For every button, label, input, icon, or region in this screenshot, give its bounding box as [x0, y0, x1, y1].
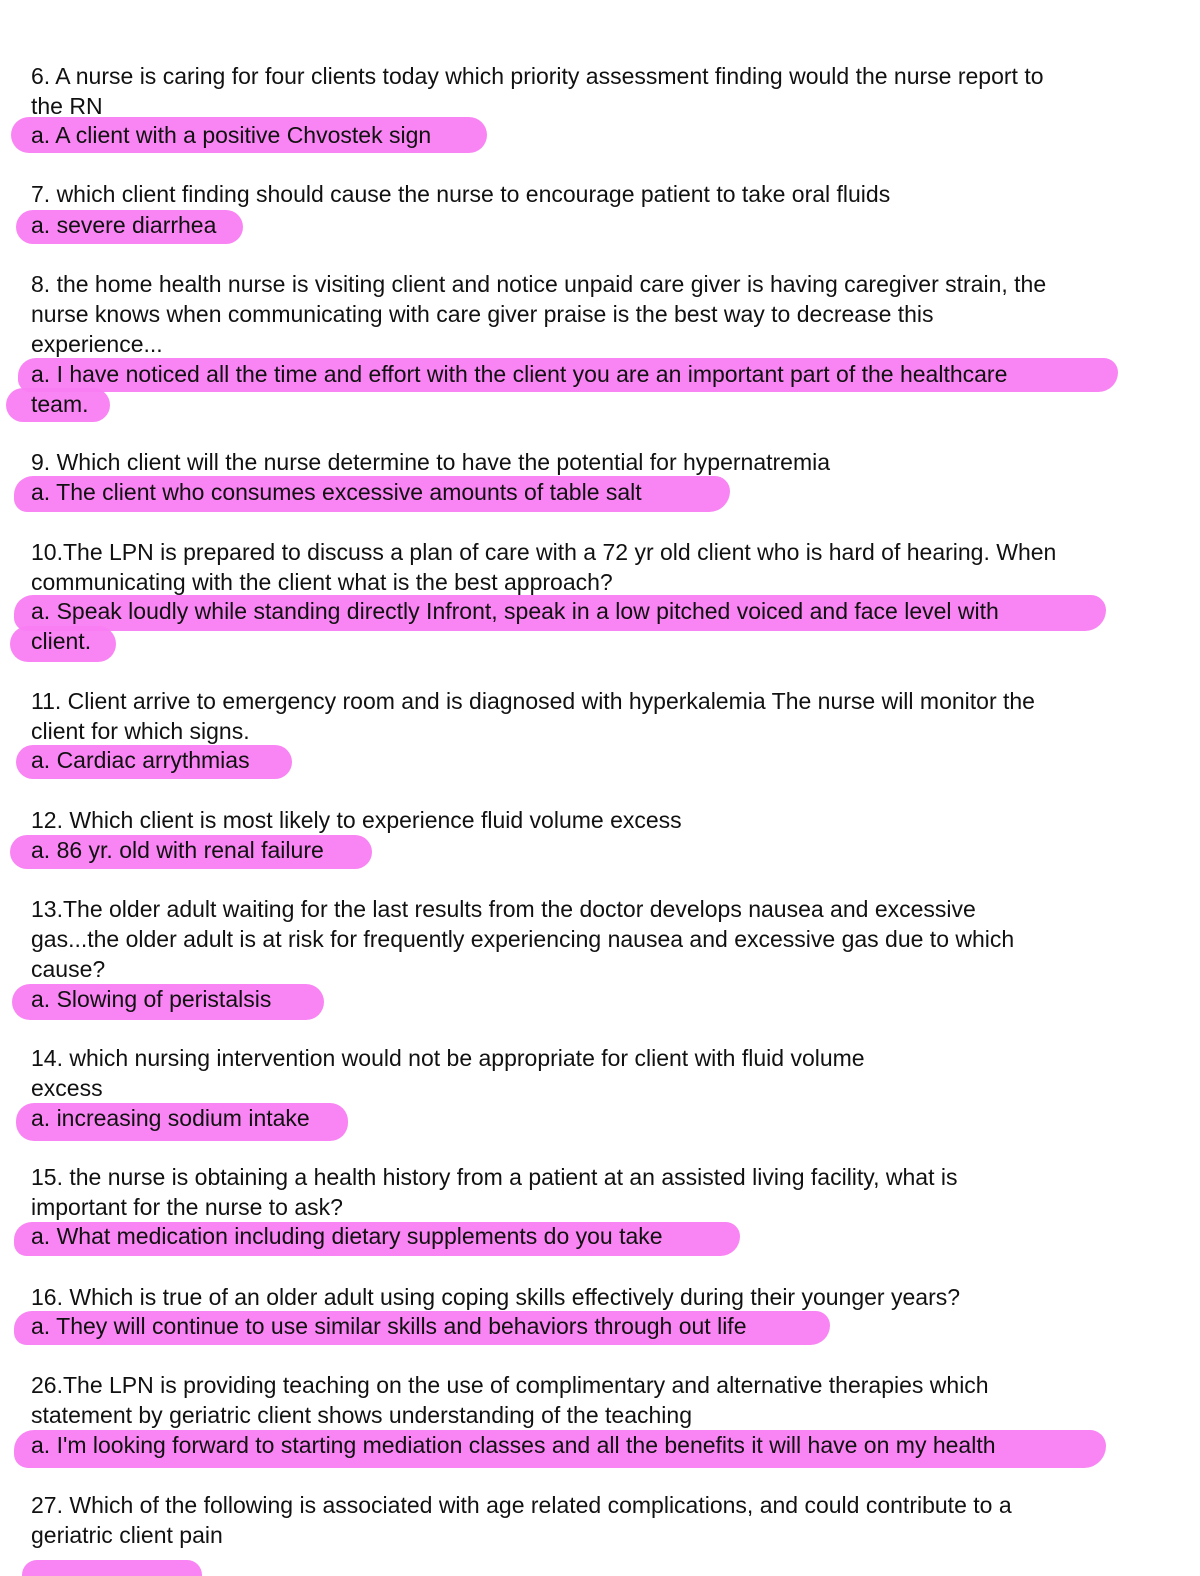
answer-text: a. A client with a positive Chvostek sign: [31, 122, 432, 148]
answer-text: a. Speak loudly while standing directly Infront, speak in a low pitched voiced and face level with client.: [31, 598, 999, 654]
question-text: 11. Client arrive to emergency room and is diagnosed with hyperkalemia The nurse will monitor the client for which signs.: [31, 688, 1035, 744]
question-text: 7. which client finding should cause the nurse to encourage patient to take oral fluids: [31, 181, 891, 207]
question-text: 26.The LPN is providing teaching on the use of complimentary and alternative therapies which statement by geriatric client shows understanding of the teaching: [31, 1372, 989, 1428]
question-text: 13.The older adult waiting for the last results from the doctor develops nausea and excessive gas...the older adult is at risk for frequently experiencing nausea and excessive gas due to which cause?: [31, 896, 1015, 982]
question-text: 10.The LPN is prepared to discuss a plan of care with a 72 yr old client who is hard of hearing. When communicating with the client what is the best approach?: [31, 539, 1057, 595]
question-text: 12. Which client is most likely to experience fluid volume excess: [31, 807, 682, 833]
answer-text: a. severe diarrhea: [31, 212, 217, 238]
answer-text: a. What medication including dietary supplements do you take: [31, 1223, 663, 1249]
question-text: 9. Which client will the nurse determine to have the potential for hypernatremia: [31, 449, 831, 475]
question-text: 6. A nurse is caring for four clients today which priority assessment finding would the nurse report to the RN: [31, 63, 1044, 119]
answer-text: a. increasing sodium intake: [31, 1105, 310, 1131]
answer-text: a. 86 yr. old with renal failure: [31, 837, 324, 863]
answer-text: a. Cardiac arrythmias: [31, 747, 250, 773]
answer-text: a. Slowing of peristalsis: [31, 986, 272, 1012]
answer-highlight: [22, 1560, 202, 1576]
question-text: 14. which nursing intervention would not be appropriate for client with fluid volume excess: [31, 1045, 865, 1101]
question-text: 27. Which of the following is associated with age related complications, and could contribute to a geriatric client pain: [31, 1492, 1012, 1548]
answer-text: a. I'm looking forward to starting mediation classes and all the benefits it will have on my health: [31, 1432, 996, 1458]
question-text: 15. the nurse is obtaining a health history from a patient at an assisted living facility, what is important for the nurse to ask?: [31, 1164, 958, 1220]
answer-text: a. I have noticed all the time and effort with the client you are an important part of the healthcare team.: [31, 361, 1008, 417]
question-text: 16. Which is true of an older adult using coping skills effectively during their younger years?: [31, 1284, 961, 1310]
question-text: 8. the home health nurse is visiting client and notice unpaid care giver is having caregiver strain, the nurse knows when communicating with care giver praise is the best way to decrease this experience...: [31, 271, 1047, 357]
answer-text: a. The client who consumes excessive amounts of table salt: [31, 479, 642, 505]
answer-text: a. They will continue to use similar skills and behaviors through out life: [31, 1313, 747, 1339]
